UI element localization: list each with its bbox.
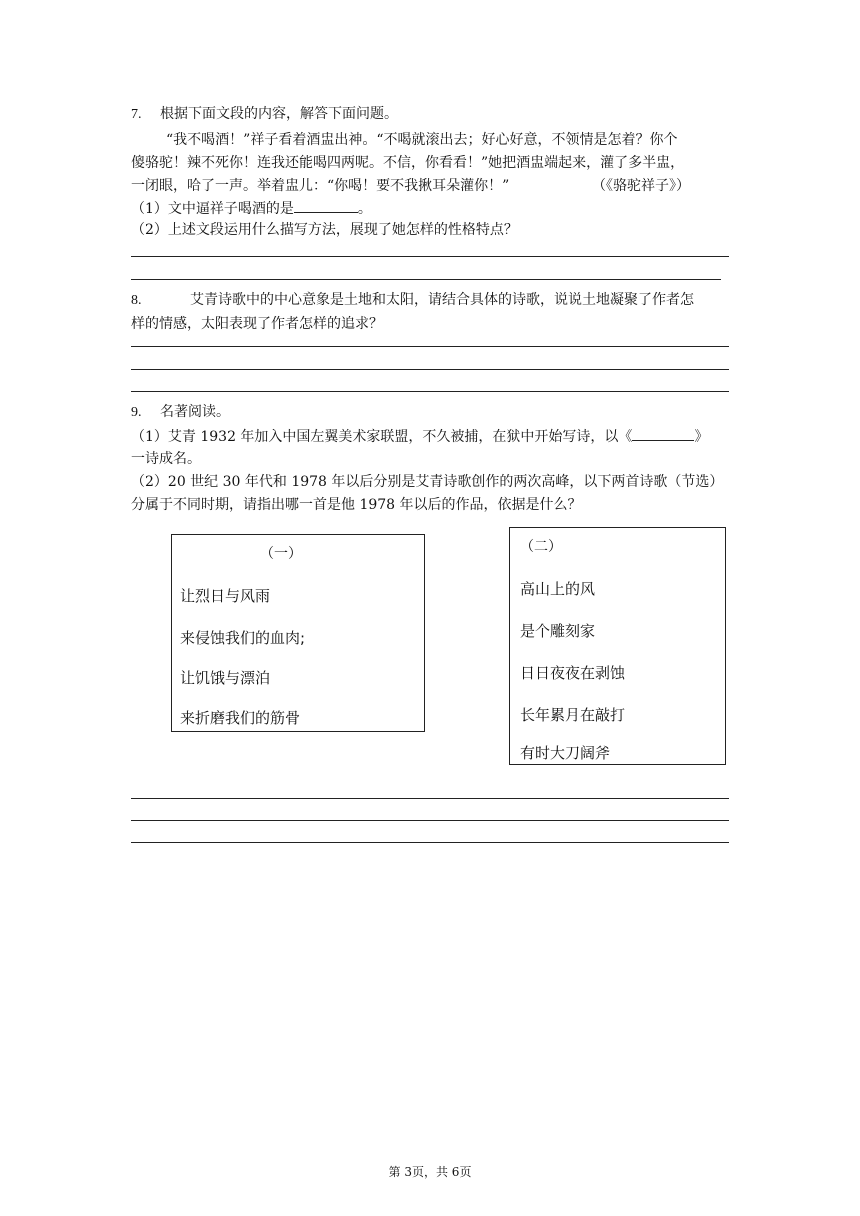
q7-prompt: 根据下面文段的内容，解答下面问题。: [159, 106, 398, 122]
poem-2-box: [509, 527, 726, 765]
q7-passage-line-3: 一闭眼，哈了一声。举着盅儿：“你喝！要不我揪耳朵灌你！”: [131, 178, 510, 194]
q7-passage-line-2: 傻骆驼！辣不死你！连我还能喝四两呢。不信，你看看！”她把酒盅端起来，灌了多半盅，: [131, 155, 685, 171]
q8-answer-line-2[interactable]: [131, 369, 729, 370]
poem-1-line-3: 让饥饿与漂泊: [180, 669, 271, 687]
poem-2-line-4: 长年累月在敲打: [520, 706, 626, 724]
q7-source: （《骆驼祥子》）: [592, 178, 690, 194]
poem-2-line-1: 高山上的风: [520, 580, 596, 598]
q8-answer-line-3[interactable]: [131, 391, 729, 392]
poem-2-line-2: 是个雕刻家: [520, 622, 596, 640]
q7-passage-line-1: “我不喝酒！”祥子看着酒盅出神。“不喝就滚出去；好心好意，不领情是怎着？你个: [166, 132, 678, 148]
q7-sub1-blank[interactable]: [294, 198, 358, 213]
q7-number: 7.: [131, 107, 142, 122]
q7-answer-line-1[interactable]: [131, 256, 729, 257]
poem-1-line-2: 来侵蚀我们的血肉;: [180, 629, 306, 647]
q8-number: 8.: [131, 293, 142, 308]
q9-answer-line-3[interactable]: [131, 842, 729, 843]
q8-answer-line-1[interactable]: [131, 346, 729, 347]
page-footer: 第 3页，共 6页: [388, 1165, 472, 1179]
q9-sub1-blank[interactable]: [632, 426, 694, 441]
q9-sub1-close: 》: [694, 429, 709, 445]
q9-sub2-line-1: （2）20 世纪 30 年代和 1978 年以后分别是艾青诗歌创作的两次高峰，以下两首诗歌（节选）: [131, 474, 724, 490]
q7-sub1: （1）文中逼祥子喝酒的是: [131, 201, 294, 217]
poem-2-line-3: 日日夜夜在剥蚀: [520, 664, 626, 682]
q9-sub2-line-2: 分属于不同时期，请指出哪一首是他 1978 年以后的作品，依据是什么？: [131, 497, 582, 513]
q9-sub1-line-1: （1）艾青 1932 年加入中国左翼美术家联盟，不久被捕，在狱中开始写诗，以《: [131, 429, 633, 445]
poem-1-box: [171, 534, 425, 732]
q9-sub1-line-2: 一诗成名。: [131, 451, 201, 467]
q9-title: 名著阅读。: [159, 404, 230, 420]
poem-2-line-5: 有时大刀阔斧: [520, 744, 611, 762]
q7-answer-line-2[interactable]: [131, 279, 721, 280]
q9-number: 9.: [131, 405, 142, 420]
poem-1-heading: （一）: [260, 546, 302, 562]
poem-1-line-1: 让烈日与风雨: [180, 587, 271, 605]
q8-line-1: 艾青诗歌中的中心意象是土地和太阳，请结合具体的诗歌，说说土地凝聚了作者怎: [189, 292, 694, 308]
poem-2-heading: （二）: [520, 539, 562, 555]
q7-sub1-period: 。: [357, 201, 372, 217]
q8-line-2: 样的情感，太阳表现了作者怎样的追求？: [131, 316, 383, 332]
q9-answer-line-2[interactable]: [131, 820, 729, 821]
q7-sub2: （2）上述文段运用什么描写方法，展现了她怎样的性格特点？: [131, 222, 518, 238]
q9-answer-line-1[interactable]: [131, 798, 729, 799]
poem-1-line-4: 来折磨我们的筋骨: [180, 709, 301, 727]
